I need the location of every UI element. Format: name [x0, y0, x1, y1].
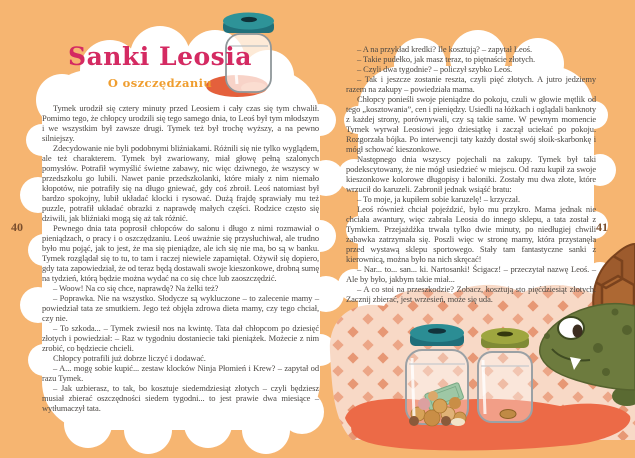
paragraph: – Czyli dwa tygodnie? – policzył szybko Leoś. — [357, 64, 513, 74]
paragraph: Pewnego dnia tata poprosił chłopców do salonu i długo z nimi rozmawiał o pieniądzach, o pracy i o oszczędzaniu. Leoś uważnie się przysłuchiwał, ale trudno było mu pojąć, jak to jest, że ma się pieniądze, ale ich się nie ma, bo są w banku. Tymek rozglądał się to tu, to tam i raczej niewiele zapamiętał. Ożywił się dopiero, gdy tata zapowiedział, że od teraz będą dostawali swoje kieszonkowe, drobną sumę na tydzień, którą będzie można wydać na co się chce lub zaoszczędzić. — [42, 223, 319, 283]
page-number-right: 41 — [596, 220, 608, 234]
page-title: Sanki Leosia — [68, 42, 252, 71]
paragraph: – Tak i jeszcze zostanie reszta, czyli pięć złotych. A jutro jedziemy razem na zakupy – powiedziała mama. — [346, 74, 596, 94]
paragraph: – Takie pudełko, jak masz teraz, to piętnaście złotych. — [357, 54, 536, 64]
page-subtitle: O oszczędzaniu — [107, 76, 213, 90]
paragraph: Chłopcy potrafili już dobrze liczyć i dodawać. — [53, 353, 206, 363]
paragraph: – Nar... to... san... ki. Nartosanki! Ścigacz! – przeczytał nazwę Leoś. – Ale by było, jakbym takie miał... — [346, 264, 596, 284]
paragraph: Chłopcy ponieśli swoje pieniądze do pokoju, czuli w głowie mętlik od tego „kosztowania”, cen i pieniędzy. Usiedli na łóżkach i oglądali banknoty z każdej strony, porównywali, czy są takie same. W pewnym momencie Tymek wyrwał Leosiowi jego dziesiątkę i zaczął uciekać po pokoju. Rozgorzała bójka. Po interwencji taty każdy dostał swój słoik-skarbonkę i mógł schować kieszonkowe. — [346, 94, 596, 154]
paragraph: – A... mogę sobie kupić... zestaw klocków Ninja Płomień i Krew? – zapytał od razu Tymek. — [42, 363, 319, 383]
paragraph: – To moje, ja kupiłem sobie karuzelę! – krzyczał. — [357, 194, 520, 204]
paragraph: – Woow! Na co się chce, naprawdę? Na żelki też? — [53, 283, 219, 293]
savings-jar-empty-icon — [478, 328, 532, 422]
paragraph: Tymek urodził się cztery minuty przed Leosiem i cały czas się tym chwalił. Pomimo tego, że chłopcy urodzili się tego samego dnia, to Leoś był tym młodszym i we wszystkim był zawsze drugi. Tymek też był trochę wyższy, a na pewno silniejszy. — [42, 103, 319, 143]
paragraph: Zdecydowanie nie byli podobnymi bliźniakami. Różnili się nie tylko wyglądem, ale też charakterem. Tymek był zwariowany, miał głowę pełną szalonych pomysłów. Potrafił wymyślić świetne zabawy, nic więc dziwnego, że wszyscy w przedszkolu go lubili. Nawet panie przedszkolanki, które miały z nim niemało kłopotów, nie potrafiły się na długo gniewać, gdy coś zbroił. Leoś natomiast był bardzo spokojny, lubił układać klocki i rysować. Dużą frajdę sprawiały mu też puzzle, potrafił układać obrazki z naprawdę małych części. Rodzice często się dziwili, jak bliźniaki mogą się aż tak różnić. — [42, 143, 319, 223]
single-coin — [500, 410, 516, 419]
paragraph: – Jak uzbierasz, to tak, bo kosztuje siedemdziesiąt złotych – czyli będziesz musiał zbierać oszczędności siedem tygodni... to jest prawie dwa miesiące – wytłumaczył tata. — [42, 383, 319, 413]
paragraph: – A na przykład kredki? Ile kosztują? – zapytał Leoś. — [357, 44, 533, 54]
savings-jar-full-icon — [406, 324, 468, 426]
left-page-text — [42, 103, 319, 413]
paragraph: Następnego dnia wszyscy pojechali na zakupy. Tymek był taki podekscytowany, że nie mógł usiedzieć w miejscu. Od razu kupił za swoje kieszonkowe kolorowe długopisy i baloniki. Zostały mu dwa złote, które wrzucił do karuzeli. Zabronił jednak wsiąść bratu: — [346, 154, 596, 194]
page-number-left: 40 — [11, 220, 23, 234]
paragraph: Leoś również chciał pojeździć, było mu przykro. Mama jednak nie chciała awantury, więc zabrała Leosia do innego sklepu, a tata został z Tymkiem. Przejażdżka trwała tylko dwie minuty, po niedługiej chwili zabawka zatrzymała się. Poszli więc w stronę mamy, która przystanęła przed wystawą sklepu sportowego. Stały tam fantastyczne sanki z kierownicą, można było na nich skręcać! — [346, 204, 596, 264]
paragraph: – Poprawka. Nie na wszystko. Słodycze są wykluczone – to zalecenie mamy – powiedział tata ze smutkiem. Jego też objęła zdrowa dieta mamy, czy tego chciał, czy nie. — [42, 293, 319, 323]
paragraph: – A co stoi na przeszkodzie? Zobacz, kosztują sto pięćdziesiąt złotych. Zacznij zbierać, jest wrzesień, może się uda. — [346, 284, 596, 304]
paragraph: – To szkoda... – Tymek zwiesił nos na kwintę. Tata dał chłopcom po dziesięć złotych i powiedział: – Raz w tygodniu dostaniecie taki pieniążek. Możecie z nim zrobić, co będziecie chcieli. — [42, 323, 319, 353]
right-page-text — [346, 44, 596, 304]
